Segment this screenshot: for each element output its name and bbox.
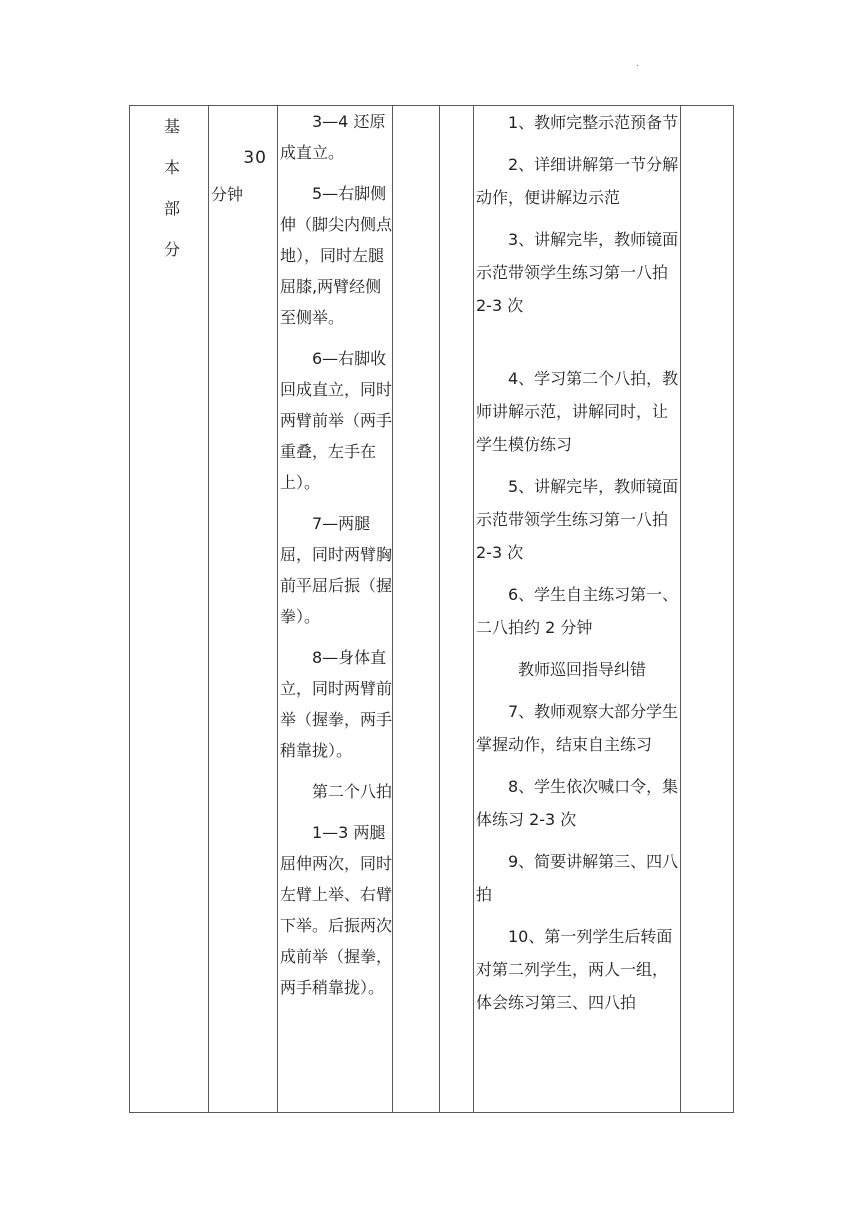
section-char: 本 [163, 158, 180, 177]
empty-cell [440, 106, 474, 1113]
method-item: 10、第一列学生后转面对第二列学生，两人一组，体会练习第三、四八拍 [476, 927, 673, 1012]
section-char: 部 [163, 199, 180, 218]
section-char: 基 [163, 117, 180, 136]
empty-cell [393, 106, 440, 1113]
time-cell [209, 106, 278, 1113]
content-cell [278, 106, 393, 1113]
method-item: 2、详细讲解第一节分解动作，便讲解边示范 [476, 155, 679, 207]
time-unit: 分钟 [211, 185, 244, 204]
content-item: 第二个八拍 [312, 782, 393, 801]
method-item: 1、教师完整示范预备节 [508, 113, 679, 132]
content-item: 7—两腿屈，同时两臂胸前平屈后振（握拳）。 [280, 514, 393, 626]
method-cell [474, 106, 681, 1113]
content-item: 3—4 还原成直立。 [280, 112, 386, 162]
empty-cell [681, 106, 734, 1113]
lesson-plan-table [129, 105, 734, 1113]
content-item: 1—3 两腿屈伸两次，同时左臂上举、右臂下举。后振两次成前举（握拳，两手稍靠拢）。 [280, 823, 393, 997]
method-note: 教师巡回指导纠错 [517, 660, 646, 679]
section-char: 分 [163, 240, 180, 259]
method-item: 8、学生依次喊口令，集体练习 2-3 次 [476, 777, 679, 829]
method-item: 6、学生自主练习第一、二八拍约 2 分钟 [476, 585, 679, 637]
table-row [130, 106, 734, 1113]
page-mark: . [636, 58, 640, 69]
content-item: 8—身体直立，同时两臂前举（握拳，两手稍靠拢）。 [280, 648, 393, 760]
time-number: 30 [243, 148, 267, 168]
method-item: 7、教师观察大部分学生掌握动作，结束自主练习 [476, 702, 679, 754]
content-item: 5—右脚侧伸（脚尖内侧点地），同时左腿屈膝,两臂经侧至侧举。 [280, 184, 393, 327]
method-item: 5、讲解完毕，教师镜面示范带领学生练习第一八拍 2-3 次 [476, 477, 679, 562]
section-cell [130, 106, 209, 1113]
content-item: 6—右脚收回成直立，同时两臂前举（两手重叠，左手在上）。 [280, 349, 393, 492]
method-item: 3、讲解完毕，教师镜面示范带领学生练习第一八拍 2-3 次 [476, 230, 679, 315]
method-item: 9、简要讲解第三、四八拍 [476, 852, 679, 904]
method-item: 4、学习第二个八拍，教师讲解示范，讲解同时，让学生模仿练习 [476, 369, 679, 454]
